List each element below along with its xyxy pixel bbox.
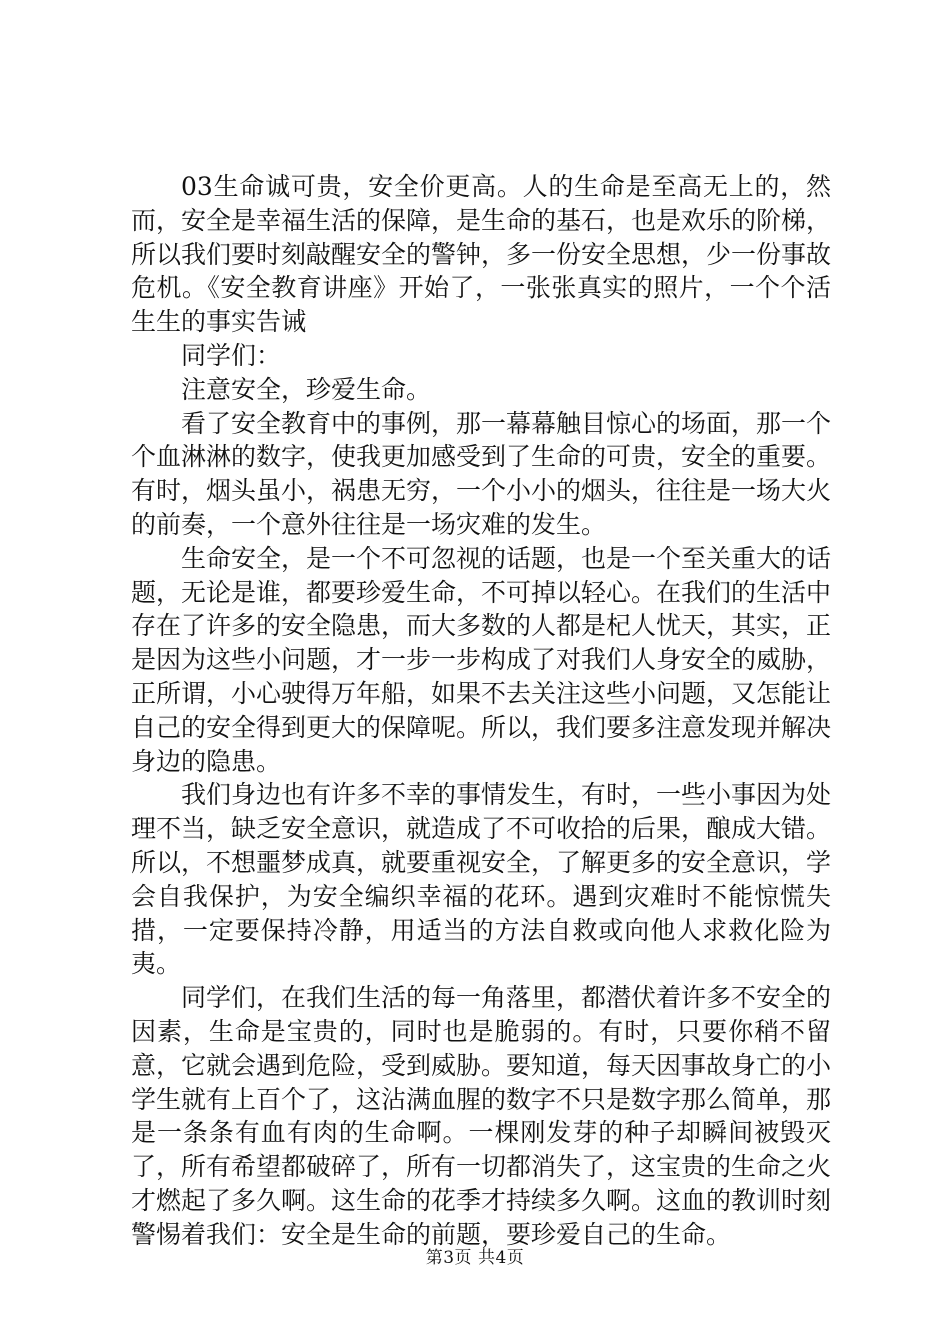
- paragraph-motto: 注意安全，珍爱生命。: [181, 374, 432, 404]
- paragraph-intro: 03生命诚可贵，安全价更高。人的生命是至高无上的，然而，安全是幸福生活的保障，是生命的基石，也是欢乐的阶梯，所以我们要时刻敲醒安全的警钟，多一份安全思想，少一份事故危机。《安全教育讲座》开始了，一张张真实的照片，一个个活生生的事实告诫: [131, 172, 832, 337]
- paragraph-salutation: 同学们：: [181, 340, 282, 370]
- paragraph-misfortune: 我们身边也有许多不幸的事情发生，有时，一些小事因为处理不当，缺乏安全意识，就造成了不可收拾的后果，酿成大错。所以，不想噩梦成真，就要重视安全，了解更多的安全意识，学会自我保护，为安全编织幸福的花环。遇到灾难时不能惊慌失措，一定要保持冷静，用适当的方法自救或向他人求救化险为夷。: [131, 780, 832, 979]
- paragraph-life-safety: 生命安全，是一个不可忽视的话题，也是一个至关重大的话题，无论是谁，都要珍爱生命，不可掉以轻心。在我们的生活中存在了许多的安全隐患，而大多数的人都是杞人忧天，其实，正是因为这些小问题，才一步一步构成了对我们人身安全的威胁，正所谓，小心驶得万年船，如果不去关注这些小问题，又怎能让自己的安全得到更大的保障呢。所以，我们要多注意发现并解决身边的隐患。: [131, 543, 832, 776]
- document-body: [131, 170, 831, 1252]
- paragraph-classmates: 同学们，在我们生活的每一角落里，都潜伏着许多不安全的因素，生命是宝贵的，同时也是脆弱的。有时，只要你稍不留意，它就会遇到危险，受到威胁。要知道，每天因事故身亡的小学生就有上百个了，这沾满血腥的数字不只是数字那么简单，那是一条条有血有肉的生命啊。一棵刚发芽的种子却瞬间被毁灭了，所有希望都破碎了，所有一切都消失了，这宝贵的生命之火才燃起了多久啊。这生命的花季才持续多久啊。这血的教训时刻警惕着我们：安全是生命的前题，要珍爱自己的生命。: [131, 983, 832, 1249]
- page-footer: 第3页 共4页: [425, 1248, 525, 1268]
- paragraph-examples: 看了安全教育中的事例，那一幕幕触目惊心的场面，那一个个血淋淋的数字，使我更加感受到了生命的可贵，安全的重要。有时，烟头虽小，祸患无穷，一个小小的烟头，往往是一场大火的前奏，一个意外往往是一场灾难的发生。: [131, 408, 832, 539]
